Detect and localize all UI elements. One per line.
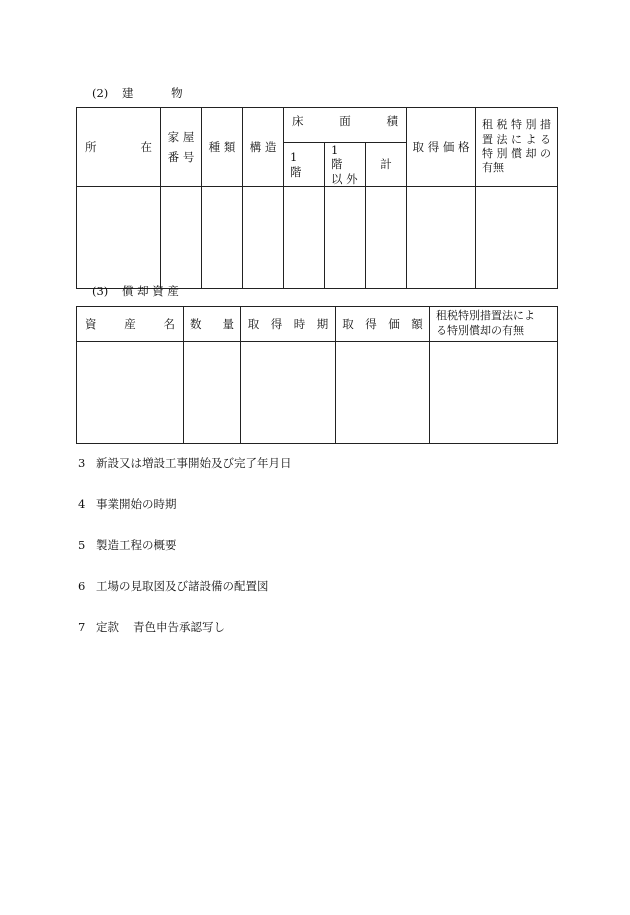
cell-floor-total[interactable]: [366, 187, 407, 289]
cell-acquisition-time[interactable]: [241, 342, 336, 444]
cell-location[interactable]: [77, 187, 161, 289]
section-number: (3): [92, 284, 109, 298]
building-section-heading: [92, 85, 183, 101]
cell-special-depreciation[interactable]: [430, 342, 558, 444]
cell-structure[interactable]: [243, 187, 284, 289]
header-location: 所 在: [77, 108, 161, 187]
item-4: 4 事業開始の時期: [78, 497, 177, 511]
cell-asset-name[interactable]: [77, 342, 184, 444]
cell-special-depreciation[interactable]: [476, 187, 558, 289]
cell-type[interactable]: [202, 187, 243, 289]
cell-acquisition-amount[interactable]: [336, 342, 430, 444]
header-acquisition-price: 取 得 価 格: [407, 108, 476, 187]
asset-table: [76, 306, 558, 444]
header-floor-area: 床 面 積: [284, 108, 407, 143]
header-quantity: 数 量: [184, 307, 241, 342]
cell-acquisition-price[interactable]: [407, 187, 476, 289]
item-7: 7 定款 青色申告承認写し: [78, 620, 225, 634]
cell-quantity[interactable]: [184, 342, 241, 444]
section-title: 償 却 資 産: [121, 284, 179, 298]
header-structure: 構 造: [243, 108, 284, 187]
header-acquisition-amount: 取 得 価 額: [336, 307, 430, 342]
header-type: 種 類: [202, 108, 243, 187]
section-title-part1: 建: [121, 86, 134, 100]
item-6: 6 工場の見取図及び諸設備の配置図: [78, 579, 269, 593]
header-house-number: 家 屋 番 号: [161, 108, 202, 187]
header-special-depreciation: 租 税 特 別 措 置 法 に よ る 特 別 償 却 の 有無: [476, 108, 558, 187]
section-title-part2: 物: [171, 86, 183, 100]
asset-section-heading: [92, 283, 179, 299]
section-number: (2): [92, 86, 109, 100]
header-special-depreciation: 租税特別措置法によ る特別償却の有無: [430, 307, 558, 342]
cell-floor-other[interactable]: [325, 187, 366, 289]
header-floor-1: 1 階: [284, 143, 325, 187]
header-acquisition-time: 取 得 時 期: [241, 307, 336, 342]
cell-house-number[interactable]: [161, 187, 202, 289]
building-table: [76, 107, 558, 289]
item-5: 5 製造工程の概要: [78, 538, 177, 552]
item-3: 3 新設又は増設工事開始及び完了年月日: [78, 456, 292, 470]
cell-floor-1[interactable]: [284, 187, 325, 289]
header-asset-name: 資 産 名: [77, 307, 184, 342]
header-floor-other: 1 階 以 外: [325, 143, 366, 187]
header-floor-total: 計: [366, 143, 407, 187]
